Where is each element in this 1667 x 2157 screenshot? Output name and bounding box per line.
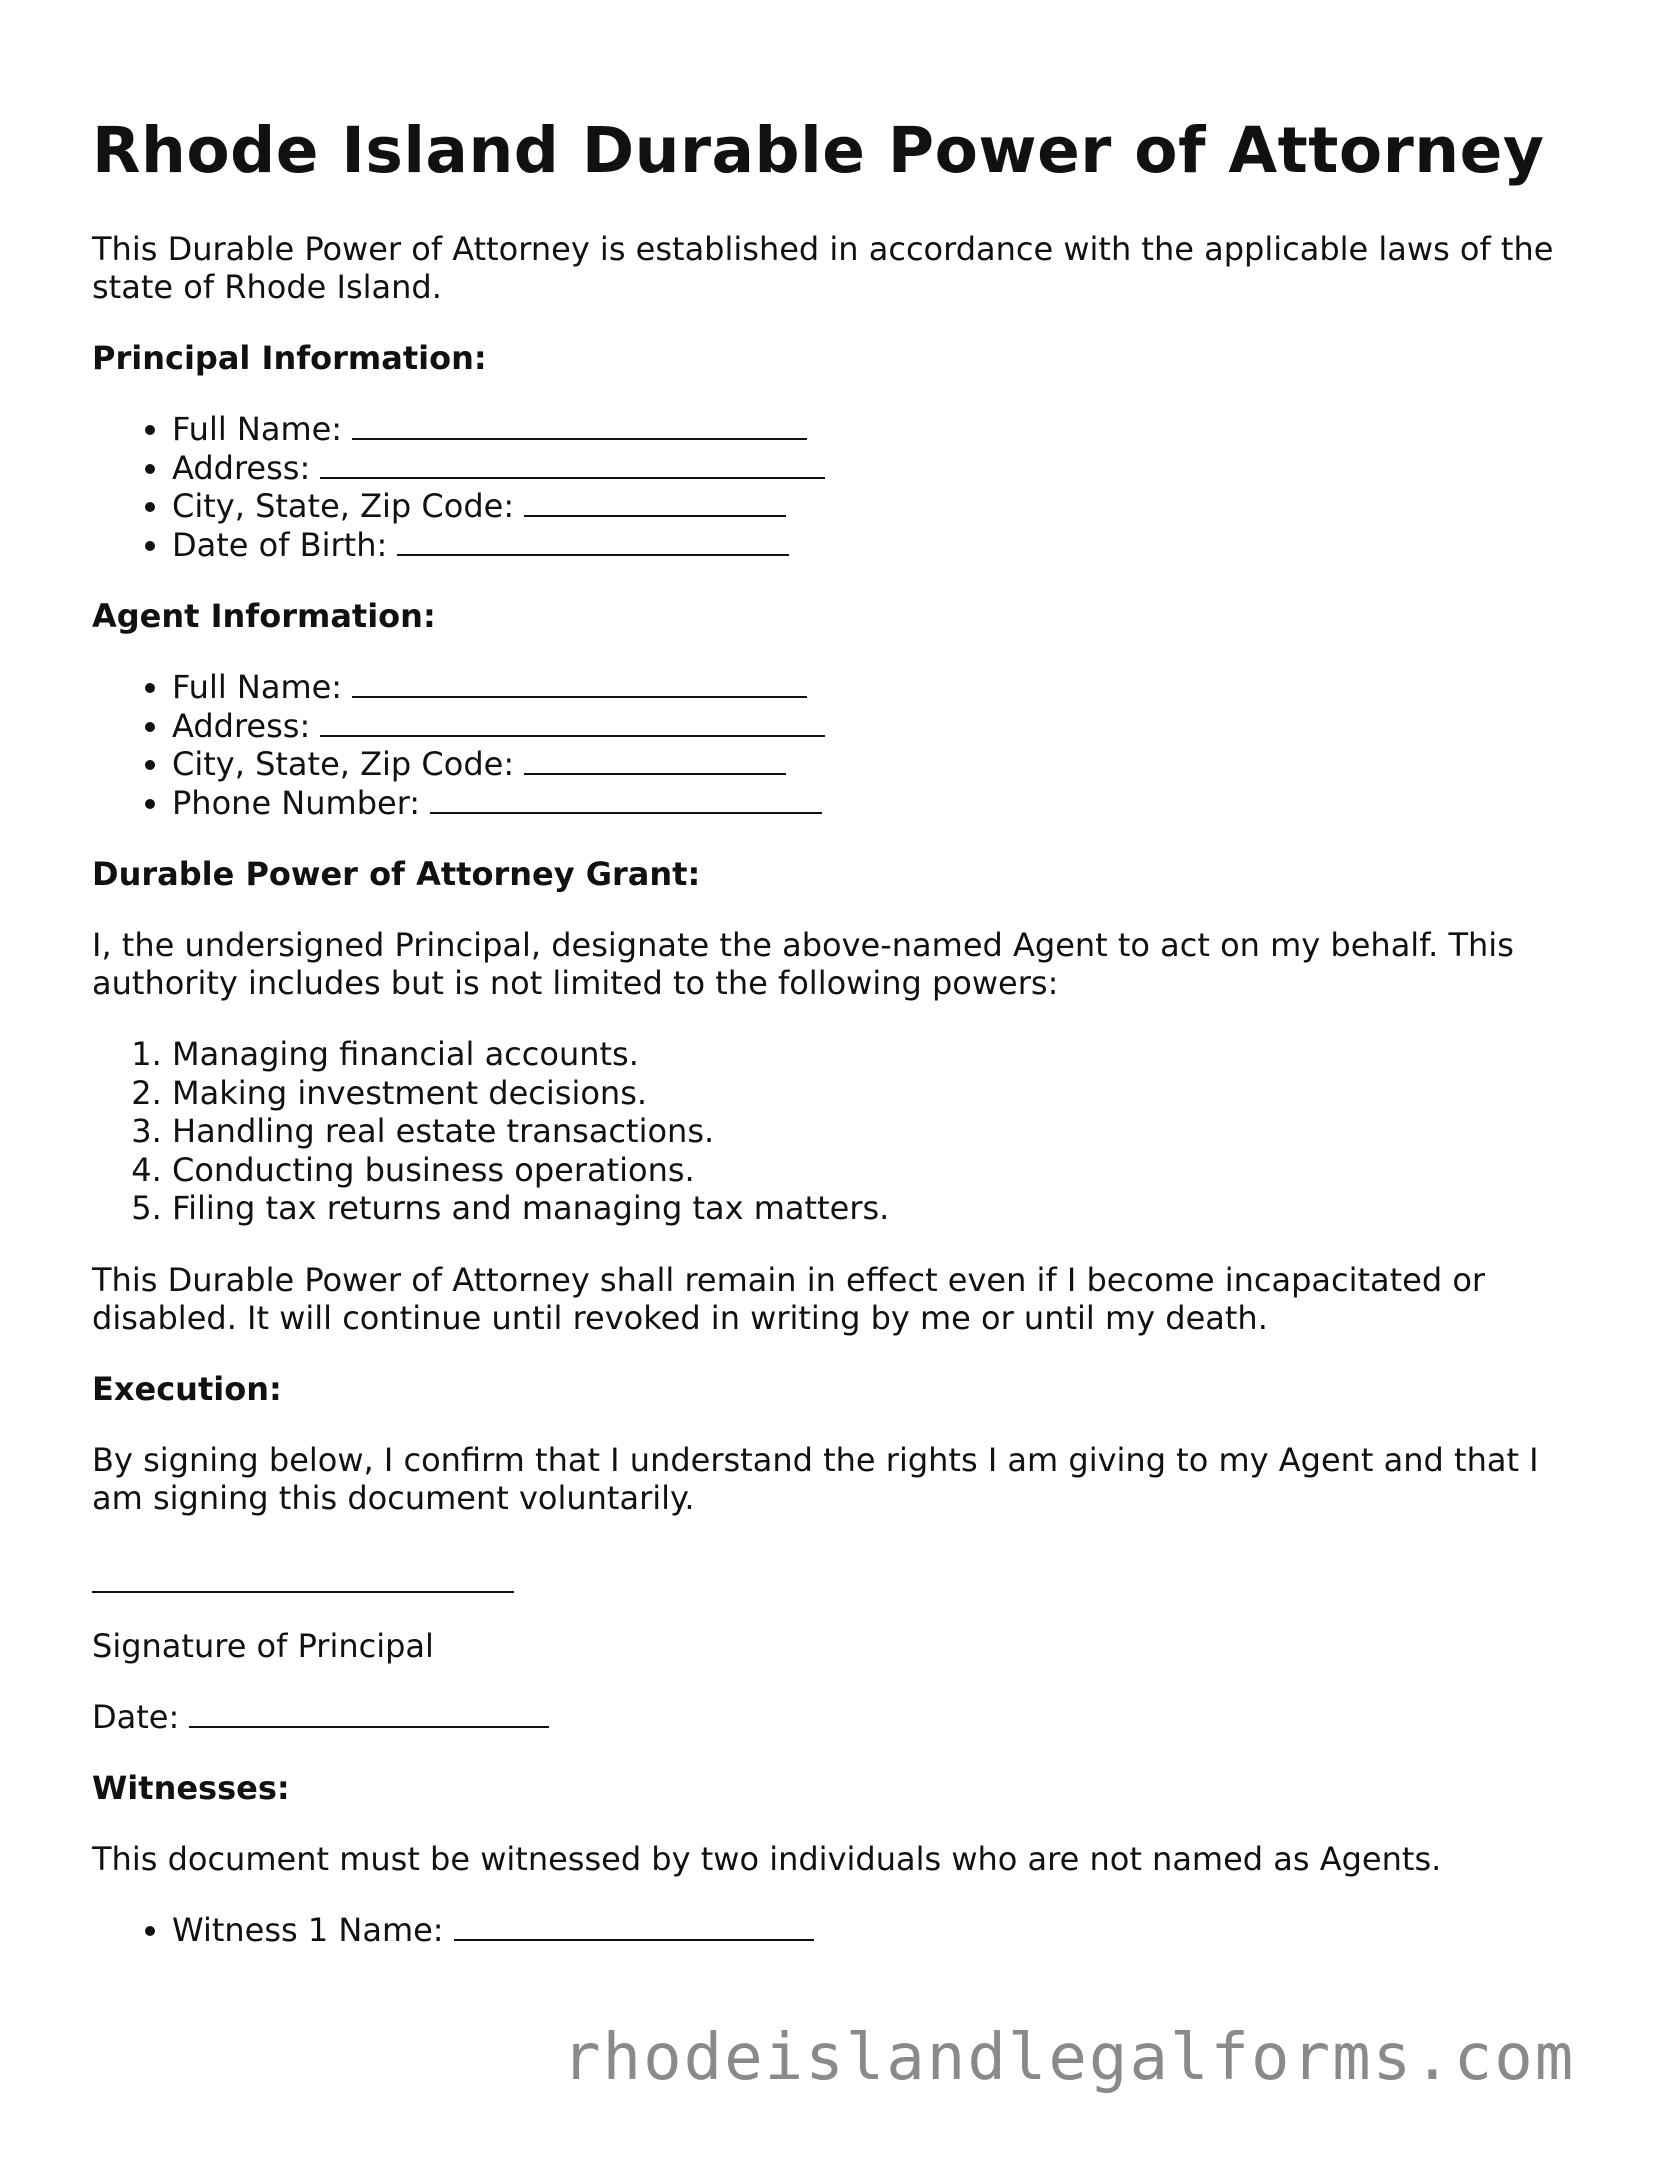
grant-paragraph: I, the undersigned Principal, designate the above-named Agent to act on my behalf. This authority includes but is not limited to the following powers: (92, 926, 1514, 1002)
principal-heading: Principal Information: (92, 339, 487, 377)
agent-address-field: • Address: (172, 707, 1592, 746)
date-blank[interactable] (189, 1698, 549, 1728)
document-title: Rhode Island Durable Power of Attorney (92, 114, 1545, 187)
grant-heading: Durable Power of Attorney Grant: (92, 855, 701, 893)
agent-address-blank[interactable] (320, 707, 825, 737)
signature-label: Signature of Principal (92, 1626, 434, 1665)
witness-1-name-blank[interactable] (454, 1911, 814, 1941)
principal-dob-blank[interactable] (397, 526, 789, 556)
power-item: 3. Handling real estate transactions. (172, 1112, 1592, 1151)
witnesses-heading: Witnesses: (92, 1768, 290, 1807)
execution-paragraph: By signing below, I confirm that I understand the rights I am giving to my Agent and that I am signing this document voluntarily. (92, 1440, 1539, 1517)
agent-phone-field: • Phone Number: (172, 784, 1592, 823)
witness-fields (92, 1911, 1592, 1950)
powers-list (92, 1035, 1592, 1228)
power-item: 2. Making investment decisions. (172, 1074, 1592, 1113)
agent-fields (92, 668, 1592, 822)
agent-full-name-field: • Full Name: (172, 668, 1592, 707)
principal-dob-field: • Date of Birth: (172, 526, 1592, 565)
principal-city-state-zip-blank[interactable] (524, 487, 786, 517)
agent-city-state-zip-blank[interactable] (524, 745, 786, 775)
agent-heading: Agent Information: (92, 597, 436, 635)
power-item: 4. Conducting business operations. (172, 1151, 1592, 1190)
document-page (92, 112, 1592, 1982)
witnesses-paragraph: This document must be witnessed by two individuals who are not named as Agents. (92, 1839, 1442, 1878)
intro-paragraph: This Durable Power of Attorney is established in accordance with the applicable laws of the state of Rhode Island. (92, 230, 1554, 306)
principal-full-name-field: • Full Name: (172, 410, 1592, 449)
execution-heading: Execution: (92, 1369, 282, 1408)
durability-paragraph: This Durable Power of Attorney shall remain in effect even if I become incapacitated or disabled. It will continue until revoked in writing by me or until my death. (92, 1260, 1486, 1337)
power-item: 5. Filing tax returns and managing tax matters. (172, 1189, 1592, 1228)
witness-1-name-field: • Witness 1 Name: (172, 1911, 1592, 1950)
principal-signature-line[interactable] (92, 1587, 514, 1593)
agent-full-name-blank[interactable] (352, 668, 807, 698)
agent-city-state-zip-field: • City, State, Zip Code: (172, 745, 1592, 784)
watermark: rhodeislandlegalforms.com (562, 2021, 1576, 2095)
power-item: 1. Managing financial accounts. (172, 1035, 1592, 1074)
principal-address-field: • Address: (172, 449, 1592, 488)
principal-city-state-zip-field: • City, State, Zip Code: (172, 487, 1592, 526)
principal-address-blank[interactable] (320, 449, 825, 479)
date-field: Date: (92, 1698, 1592, 1736)
principal-fields (92, 410, 1592, 564)
agent-phone-blank[interactable] (430, 784, 822, 814)
principal-full-name-blank[interactable] (352, 410, 807, 440)
